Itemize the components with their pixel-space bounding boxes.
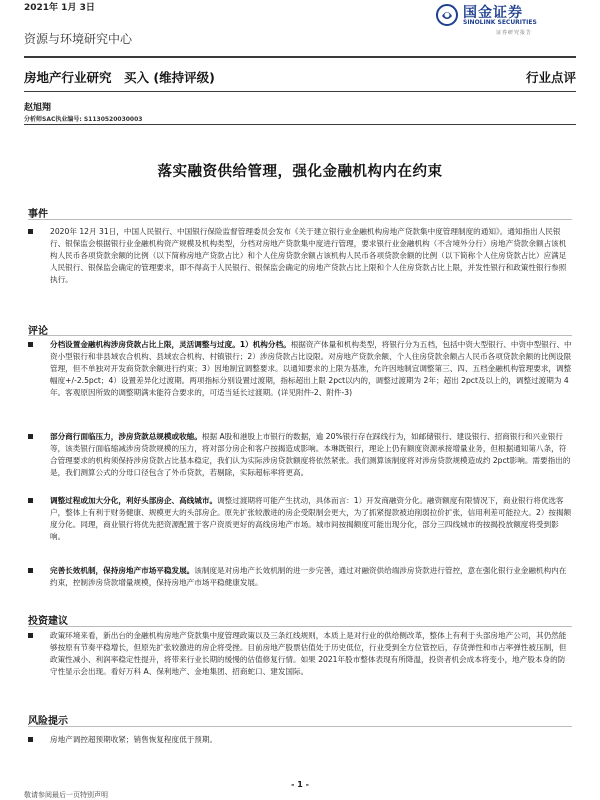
comment-item-lead: 分档设置金融机构涉房贷款占比上限，灵活调整与过度。1）机构分档。: [50, 340, 291, 349]
event-text: 2020年 12月 31日，中国人民银行、中国银行保险监督管理委员会发布《关于建立银行业金融机构房地产贷款集中度管理制度的通知》。通知指出人民银行、银保监会根据银行业金融机构资产规模及机构类型，分档对房地产贷款集中度进行管理，要求银行业金融机构（不含境外分行）房地产贷款余额占该机构人民币各项贷款余额的比例（以下简称房地产贷款占比）和个人住房贷款余额占该机构人民币各项贷款余额的比例（以下简称个人住房贷款占比）应满足人民银行、银保监会确定的管理要求，即不得高于人民银行、银保监会确定的房地产贷款占比上限和个人住房贷款占比上限，并发性银行和政策性银行参照执行。: [50, 227, 567, 284]
section-divider: [28, 335, 572, 336]
comment-item-lead: 完善长效机制，保持房地产市场平稳发展。: [50, 566, 195, 575]
bullet-icon: [28, 342, 33, 347]
brand-logo: [436, 2, 586, 38]
comment-item: [28, 495, 572, 543]
logo-cn: 国金证券: [463, 5, 523, 21]
section-divider: [28, 219, 572, 220]
subheader-divider: [24, 91, 576, 92]
sinolink-logo-icon: [436, 4, 458, 26]
section-heading-comment: 评论: [28, 326, 48, 337]
advice-text: 政策环境来看，新出台的金融机构房地产贷款集中度管理政策以及三条红线规则，本质上是对行业的供给侧改革，整体上有利于头部房地产公司，其仍然能够按原有节奏平稳增长，但原先扩张较激进的房企将受挫。目前房地产股票估值处于历史低位，行业受到全方位管控后，存货弹性和市占率弹性被压制，但政策性减小、利润率稳定性提升，将带来行业长期的缓慢的估值修复行情。如果 2021年股市整体表现有所降温，投资者机会成本将变小，地产股本身的防守性显示会出现。看好万科 A、保利地产、金地集团、招商蛇口、建发国际。: [50, 631, 567, 676]
event-paragraph: [28, 226, 572, 286]
header-divider: [24, 56, 576, 58]
comment-item-body: 根据 A股和港股上市银行的数据，逾 20%银行存在踩线行为，如邮储银行、建设银行、招商银行和兴业银行等，该类银行面临缩减涉房贷款规模的压力，将对部分房企和客户按揭造成影响。本琳既银行，理论上仍有额度资源承接增量业务，但根据通知第八条，符合管理要求的机构须保持涉房贷款占比基本稳定，我们认为实际涉房贷款额度将依然紧张。我们测算该制度将对涉房贷款规模造成约 2pct影响。需要指出的是，我们测算公式的分母口径包含了外币贷款，若剔除，实际超标率将更高。: [50, 432, 571, 477]
page-title: 落实融资供给管理，强化金融机构内在约束: [157, 164, 443, 180]
section-divider: [28, 726, 572, 727]
comment-item-body: 根据资产体量和机构类型，将银行分为五档，包括中资大型银行、中资中型银行、中资小型银行和非县域农合机构、县域农合机构、村镇银行；2）涉房贷款占比设限。对房地产贷款余额、个人住房贷款余额占人民币各项贷款余额的比例设限管理，但不单独对开发商贷款余额进行约束；3）因地制宜调整要求。以通知要求的上限为基准，允许因地制宜调整第三、四、五档金融机构管理要求，调整幅度+/-2.5pct；4）设置差异化过渡期。两项指标分别设置过渡期，指标超出上限 2pct以内的，调整过渡期为 2年；超出 2pct及以上的，调整过渡期为 4年。客观原因所致的调整期满未能符合要求的，可适当延长过渡期。(详见附件-2、附件-3): [50, 340, 572, 397]
bullet-icon: [28, 434, 33, 439]
comment-item-body: 调整过渡期将可能产生扰动，具体而言：1）开发商融资分化。融资额度有限情况下，商业银行将优选客户，整体上有利于财务健康、规模更大的头部房企。原先扩张较激进的房企受限制会更大，为了抓紧提款被迫削弱拉价扩张，信用利差可能拉大。2）按揭额度分化。同理，商业银行将优先把资源配置于客户资质更好的高线房地产市场。城市间按揭额度可能出现分化，部分三四线城市的按揭投放额度将受到影响。: [50, 496, 572, 541]
logo-tag: 证券研究报告: [496, 30, 533, 36]
report-date: 2021年 1月 3日: [24, 3, 95, 13]
report-type: 行业点评: [525, 70, 576, 85]
comment-item-lead: 调整过程或加大分化，利好头部房企、高线城市。: [50, 496, 218, 505]
bullet-icon: [28, 229, 33, 234]
bullet-icon: [28, 498, 33, 503]
section-divider: [28, 626, 572, 627]
comment-item-lead: 部分商行面临压力，涉房贷款总规模或收缩。: [50, 432, 202, 441]
comment-item-body: 该制度是对房地产长效机制的进一步完善，通过对融资供给端涉房贷款进行管控，意在强化银行业金融机构内在约束，控制涉房贷款增量规模，保持房地产市场平稳健康发展。: [50, 566, 567, 587]
comment-item: [28, 339, 572, 399]
research-center: 资源与环境研究中心: [24, 32, 133, 46]
report-category-rating: 房地产行业研究 买入 (维持评级): [24, 70, 215, 85]
risk-text: 房地产调控超预期收紧；销售恢复程度低于预期。: [50, 735, 218, 744]
bullet-icon: [28, 568, 33, 573]
section-heading-advice: 投资建议: [28, 616, 68, 627]
bullet-icon: [28, 633, 33, 638]
bullet-icon: [28, 737, 33, 742]
analyst-name: 赵旭翔: [24, 103, 52, 113]
comment-item: [28, 431, 572, 479]
footer-disclaimer: 敬请参阅最后一页特别声明: [24, 791, 108, 799]
risk-paragraph: [28, 734, 572, 746]
analyst-divider: [24, 124, 576, 125]
page-number: - 1 -: [291, 780, 309, 789]
advice-paragraph: [28, 630, 572, 678]
analyst-license: 分析师SAC执业编号: S1130520030003: [24, 116, 143, 123]
comment-item: [28, 565, 572, 589]
section-heading-risk: 风险提示: [28, 716, 68, 727]
section-heading-event: 事件: [28, 209, 48, 220]
logo-en: SINOLINK SECURITIES: [463, 19, 537, 26]
